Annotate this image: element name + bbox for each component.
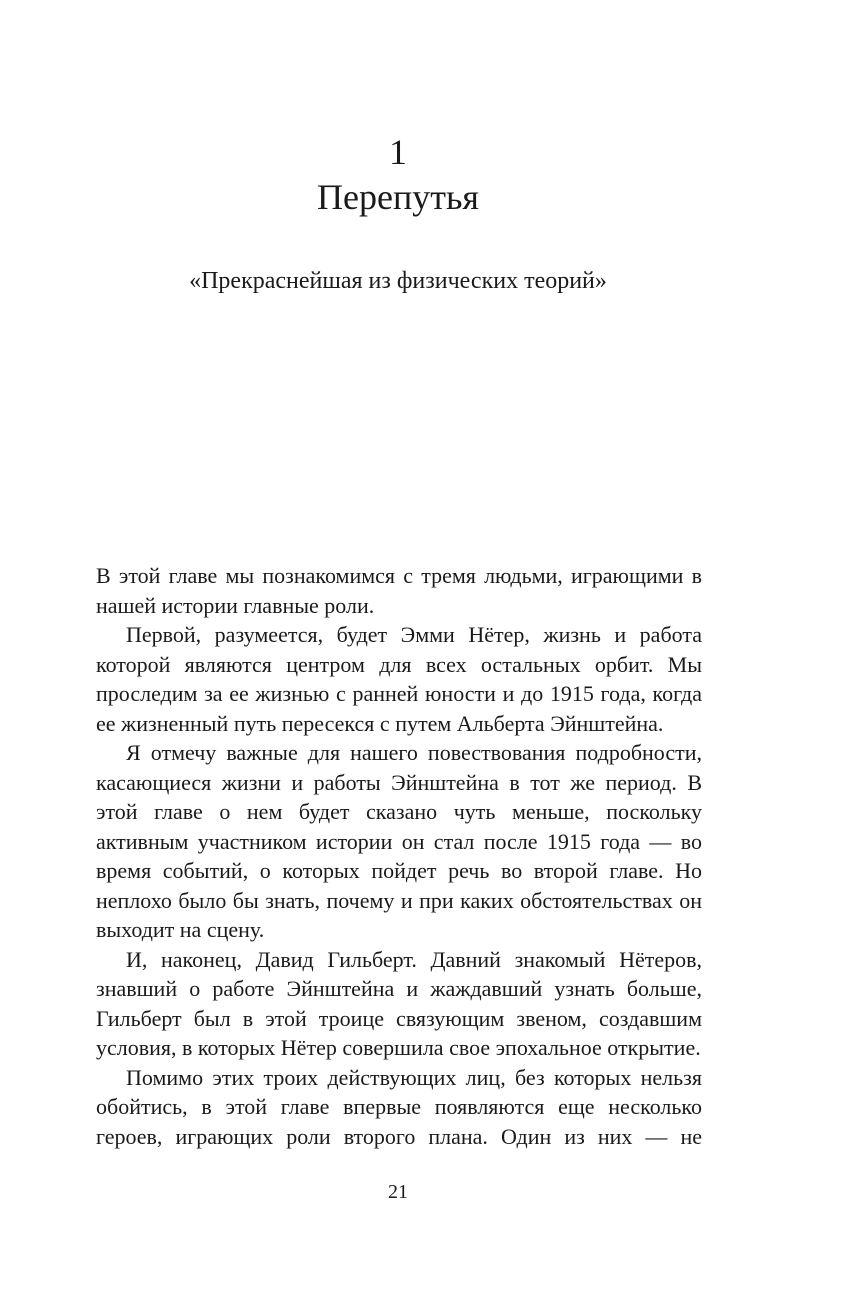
- chapter-body: [96, 561, 702, 1151]
- paragraph-2: Первой, разумеется, будет Эмми Нётер, жизнь и работа которой являются центром для всех остальных орбит. Мы проследим за ее жизнью с ранней юности и до 1915 года, когда ее жизненный путь пересекся с путем Альберта Эйнштейна.: [96, 622, 702, 736]
- page-number: 21: [388, 1181, 408, 1203]
- paragraph-5: Помимо этих троих действующих лиц, без которых нельзя обойтись, в этой главе впервые появляются еще несколько героев, играющих роли второго плана. Один из них — не: [96, 1064, 702, 1149]
- paragraph-1: В этой главе мы познакомимся с тремя людьми, играющими в нашей истории главные роли.: [96, 563, 702, 618]
- chapter-title: Перепутья: [317, 177, 479, 217]
- paragraph-3: Я отмечу важные для нашего повествования подробности, касающиеся жизни и работы Эйнштейна в тот же период. В этой главе о нем будет сказано чуть меньше, поскольку активным участником истории он стал после 1915 года — во время событий, о которых пойдет речь во второй главе. Но неплохо было бы знать, почему и при каких обстоятельствах он выходит на сцену.: [96, 740, 702, 942]
- chapter-number: 1: [389, 132, 407, 172]
- chapter-subtitle: «Прекраснейшая из физических теорий»: [189, 268, 607, 294]
- paragraph-4: И, наконец, Давид Гильберт. Давний знакомый Нётеров, знавший о работе Эйнштейна и жаждавший узнать больше, Гильберт был в этой троице связующим звеном, создавшим условия, в которых Нётер совершила свое эпохальное открытие.: [96, 946, 702, 1060]
